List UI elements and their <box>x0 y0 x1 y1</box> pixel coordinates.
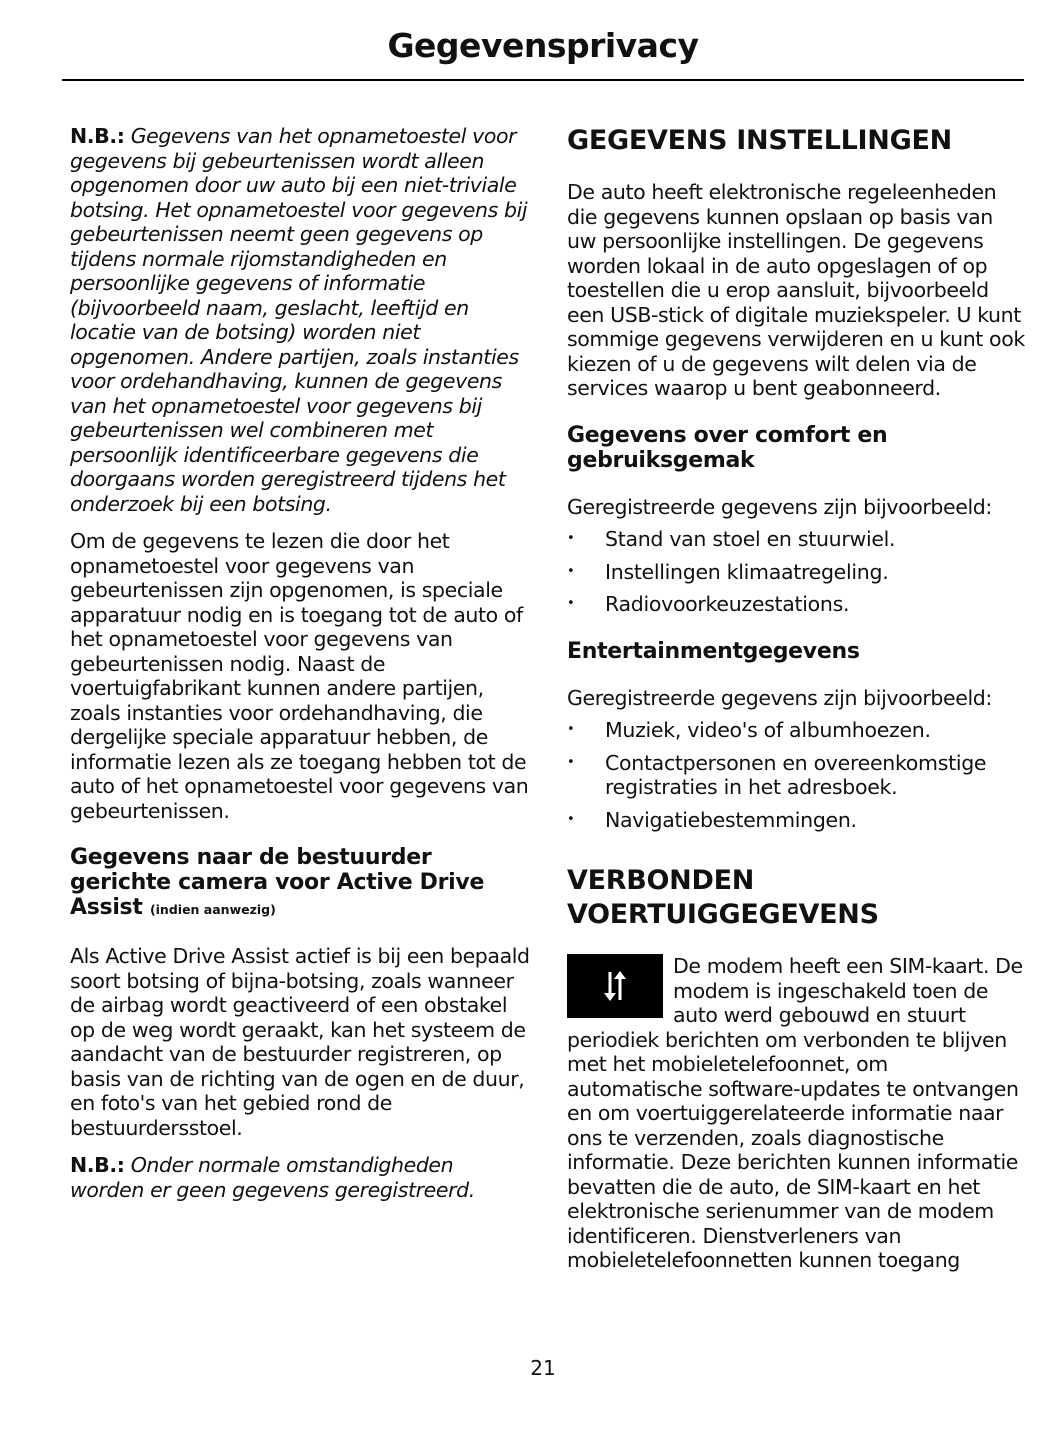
paragraph-settings: De auto heeft elektronische regeleenheden die gegevens kunnen opslaan op basis van uw persoonlijke instellingen. De gegevens worden lokaal in de auto opgeslagen of op toestellen die u erop aansluit, bijvoorbeeld een USB-stick of digitale muziekspeler. U kunt sommige gegevens verwijderen en u kunt ook kiezen of u de gegevens wilt delen via de services waarop u bent geabonneerd. <box>567 180 1025 400</box>
heading-comfort: Gegevens over comfort en gebruiksgemak <box>567 422 888 473</box>
left-column <box>70 124 530 1215</box>
note-text: Onder normale omstandigheden worden er geen gegevens geregistreerd. <box>70 1153 475 1202</box>
comfort-list <box>567 527 1027 617</box>
heading-driver-camera: Gegevens naar de bestuurder gerichte camera voor Active Drive Assist (indien aanwezig) <box>70 845 485 920</box>
note-label: N.B.: <box>70 1153 125 1177</box>
list-item: • Radiovoorkeuzestations. <box>567 592 1027 617</box>
comfort-intro: Geregistreerde gegevens zijn bijvoorbeeld: <box>567 494 992 519</box>
heading-suffix: (indien aanwezig) <box>149 902 276 917</box>
data-transfer-icon <box>567 954 663 1018</box>
note-event-recorder <box>70 124 530 516</box>
paragraph-reading-data: Om de gegevens te lezen die door het opnametoestel voor gegevens van gebeurtenissen zijn opgenomen, is speciale apparatuur nodig en is toegang tot de auto of het opnametoestel voor gegevens van gebeurtenissen nodig. Naast de voertuigfabrikant kunnen andere partijen, zoals instanties voor ordehandhaving, die dergelijke speciale apparatuur hebben, de informatie lezen als ze toegang hebben tot de auto of het opnametoestel voor gegevens van gebeurtenissen. <box>70 529 529 823</box>
page-title: Gegevensprivacy <box>387 26 699 65</box>
list-item: • Muziek, video's of albumhoezen. <box>567 718 1027 743</box>
list-item: • Stand van stoel en stuurwiel. <box>567 527 1027 552</box>
right-column <box>567 124 1027 1286</box>
list-item: • Navigatiebestemmingen. <box>567 808 1027 833</box>
heading-entertainment: Entertainmentgegevens <box>567 638 860 664</box>
entertainment-intro: Geregistreerde gegevens zijn bijvoorbeeld: <box>567 685 992 710</box>
note-label: N.B.: <box>70 124 125 148</box>
section-title-settings: GEGEVENS INSTELLINGEN <box>567 125 952 156</box>
note-text: Gegevens van het opnametoestel voor gegevens bij gebeurtenissen wordt alleen opgenomen door uw auto bij een niet-triviale botsing. Het opnametoestel voor gegevens bij gebeurtenissen neemt geen gegevens op tijdens normale rijomstandigheden en persoonlijke gegevens of informatie (bijvoorbeeld naam, geslacht, leeftijd en locatie van de botsing) worden niet opgenomen. Andere partijen, zoals instanties voor ordehandhaving, kunnen de gegevens van het opnametoestel voor gegevens bij gebeurtenissen wel combineren met persoonlijk identificeerbare gegevens die doorgaans worden geregistreerd tijdens het onderzoek bij een botsing. <box>70 124 528 516</box>
section-title-connected: VERBONDEN VOERTUIGGEGEVENS <box>567 865 879 930</box>
connected-block <box>567 954 1027 1273</box>
page-number: 21 <box>530 1356 556 1380</box>
note-no-data <box>70 1153 530 1202</box>
paragraph-active-drive-assist: Als Active Drive Assist actief is bij een bepaald soort botsing of bijna-botsing, zoals wanneer de airbag wordt geactiveerd of een obstakel op de weg wordt geraakt, kan het systeem de aandacht van de bestuurder registreren, op basis van de richting van de ogen en de duur, en foto's van het gebied rond de bestuurdersstoel. <box>70 944 530 1140</box>
list-item: • Contactpersonen en overeenkomstige registraties in het adresboek. <box>567 751 1027 800</box>
entertainment-list <box>567 718 1027 832</box>
title-rule <box>62 79 1024 81</box>
list-item: • Instellingen klimaatregeling. <box>567 560 1027 585</box>
paragraph-connected: De modem heeft een SIM-kaart. De modem is ingeschakeld toen de auto werd gebouwd en stuurt periodiek berichten om verbonden te blijven met het mobieletelefoonnet, om automatische software-updates te ontvangen en om voertuiggerelateerde informatie naar ons te verzenden, zoals diagnostische informatie. Deze berichten kunnen informatie bevatten die de auto, de SIM-kaart en het elektronische serienummer van de modem identificeren. Dienstverleners van mobieletelefoonnetten kunnen toegang <box>567 954 1023 1272</box>
